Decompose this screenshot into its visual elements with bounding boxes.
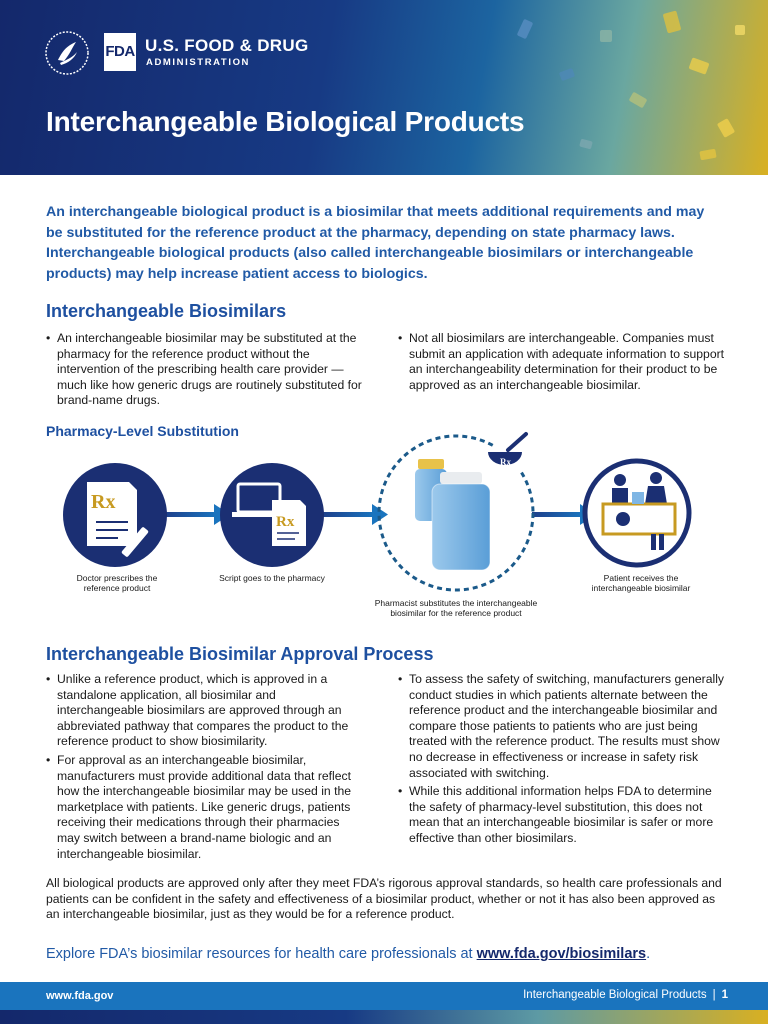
approval-left-column	[46, 672, 364, 865]
step-caption: Doctor prescribes the reference product	[76, 573, 158, 593]
closing-paragraph: All biological products are approved only after they meet FDA’s rigorous approval standards, so health care professionals and patients can be confident in the safety and effectiveness of a biosimilar product, whether or not it has also been approved as an interchangeable biosimilar, just as they would be for a reference product.	[46, 876, 722, 922]
bullet-item: • While this additional information helps FDA to determine the safety of pharmacy-level substitution, this does not mean that an interchangeable biosimilar is safer or more effective than other biosimilars.	[398, 784, 728, 846]
prescription-pen-icon	[63, 463, 167, 567]
footer-doc-title: Interchangeable Biological Products	[523, 989, 707, 1001]
decor-shape	[559, 68, 575, 81]
bullet-item: • An interchangeable biosimilar may be substituted at the pharmacy for the reference product without the intervention of the prescribing health care provider — much like how generic drugs are routinely substituted for brand-name drugs.	[46, 331, 364, 409]
approval-right-column	[398, 672, 728, 850]
rx-symbol: Rx	[276, 514, 295, 530]
pharmacy-counter-icon	[585, 461, 689, 565]
bullet-item: • To assess the safety of switching, manufacturers generally conduct studies in which patients alternate between the reference product and the interchangeable biosimilar and compare those patients to patients who are just being treated with the reference product. The results must show no decrease in effectiveness or increase in safety risk associated with switching.	[398, 672, 728, 781]
explore-end: .	[646, 946, 651, 962]
substitution-diagram	[0, 420, 768, 635]
rx-symbol: Rx	[500, 457, 511, 467]
bullet-item: • Unlike a reference product, which is approved in a standalone application, all biosimilar and interchangeable biosimilars are approved through an abbreviated pathway that compares the product to the reference product to show biosimilarity.	[46, 672, 364, 750]
decor-shape	[663, 11, 682, 34]
decor-shape	[517, 19, 534, 40]
decor-shape	[629, 92, 648, 109]
medicine-bottles-icon	[379, 434, 533, 590]
biosimilars-link[interactable]: www.fda.gov/biosimilars	[476, 946, 647, 962]
section-heading-biosimilars: Interchangeable Biosimilars	[46, 301, 287, 321]
page-number: 1	[721, 989, 728, 1001]
decor-shape	[717, 118, 735, 138]
footer-url-link[interactable]: www.fda.gov	[46, 990, 114, 1002]
intro-paragraph: An interchangeable biological product is a biosimilar that meets additional requirements and may be substituted for the reference product at the pharmacy, depending on state pharmacy laws. Interchangeable biological products (also called interchangeable biosimilars or interchangeable products) may help increase patient access to biologics.	[46, 204, 705, 282]
header-banner	[0, 0, 768, 175]
rx-symbol: Rx	[91, 491, 116, 513]
decor-shape	[579, 139, 593, 150]
step-caption: Script goes to the pharmacy	[219, 573, 325, 583]
agency-name: U.S. FOOD & DRUG	[145, 36, 309, 55]
bullet-item: • For approval as an interchangeable biosimilar, manufacturers must provide additional data that reflect how the interchangeable biosimilar may be used in the marketplace with patients. Like generic drugs, patients receiving their medications through their pharmacies may switch between a brand-name biologic and an interchangeable biosimilar.	[46, 753, 364, 862]
decor-shape	[688, 57, 709, 74]
bullet-item: • Not all biosimilars are interchangeable. Companies must submit an application with adequate information to support an interchangeability determination for their product to be approved as an interchangeable biosimilar.	[398, 331, 728, 393]
decor-shape	[600, 30, 612, 42]
step-caption: Patient receives the interchangeable biosimilar	[591, 573, 691, 593]
decor-shape	[735, 25, 745, 35]
section-heading-approval: Interchangeable Biosimilar Approval Process	[46, 644, 434, 664]
decor-shape	[699, 149, 716, 161]
biosimilars-right-column	[398, 331, 728, 396]
footer-doc-info	[523, 989, 728, 1001]
laptop-prescription-icon	[220, 463, 324, 567]
footer-separator: |	[712, 989, 716, 1001]
step-caption: Pharmacist substitutes the interchangeable biosimilar for the reference product	[374, 598, 538, 618]
footer-bar	[0, 982, 768, 1010]
explore-text: Explore FDA’s biosimilar resources for health care professionals at	[46, 946, 477, 962]
fda-logo: FDA	[104, 33, 136, 71]
biosimilars-left-column	[46, 331, 364, 412]
hhs-seal-icon	[44, 30, 90, 76]
substitution-heading: Pharmacy-Level Substitution	[46, 423, 239, 439]
footer-decor-band	[0, 1010, 768, 1024]
page-title: Interchangeable Biological Products	[46, 106, 525, 137]
explore-line	[46, 946, 650, 962]
agency-subtitle: ADMINISTRATION	[146, 57, 251, 68]
